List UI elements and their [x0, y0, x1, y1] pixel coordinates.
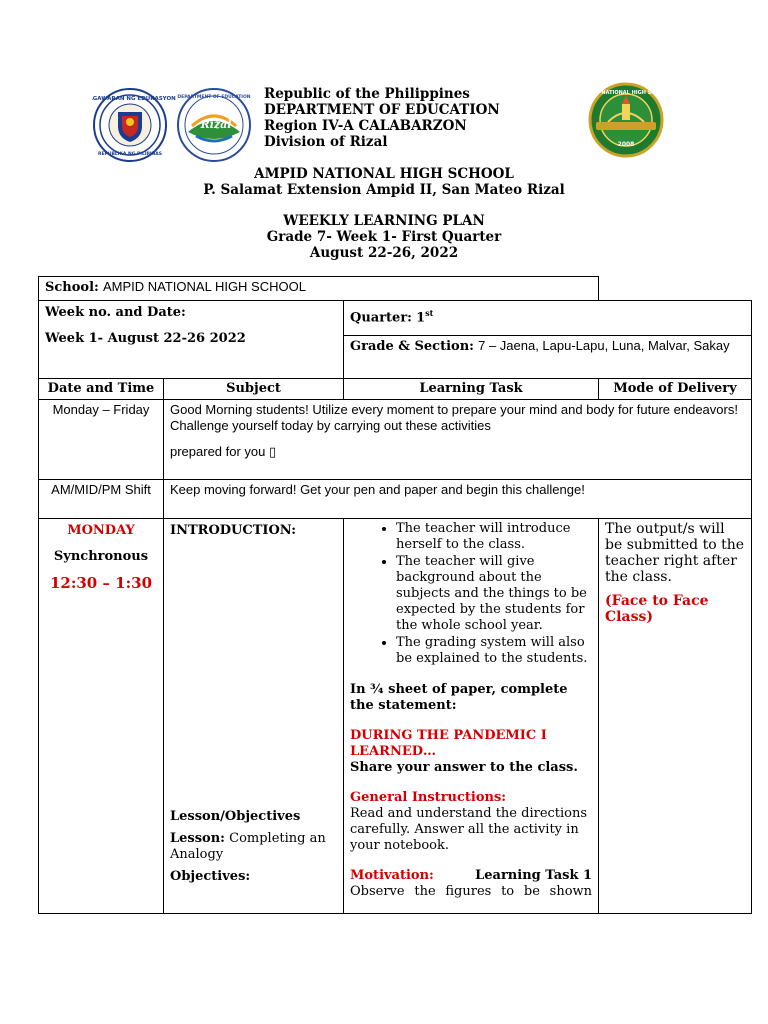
grade-label: Grade & Section:: [350, 339, 474, 354]
deped-seal-bottom-text: REPUBLIKA NG PILIPINAS: [97, 152, 163, 157]
introduction-label: INTRODUCTION:: [170, 523, 297, 538]
info-row-week: [39, 301, 752, 336]
greeting-row: [39, 400, 752, 480]
lesson-objectives-label: Lesson/Objectives: [170, 809, 301, 824]
school-seal-icon: [578, 82, 674, 158]
col-mode-of-delivery: Mode of Delivery: [599, 379, 752, 400]
lesson-value: Completing an Analogy: [170, 831, 326, 862]
division-line: Division of Rizal: [264, 134, 388, 150]
republic-line: Republic of the Philippines: [264, 86, 470, 102]
weekly-plan-table: [38, 276, 752, 914]
pandemic-prompt: DURING THE PANDEMIC I LEARNED…: [350, 728, 547, 759]
school-seal-text: AMPID NATIONAL HIGH SCHOOL: [581, 90, 671, 96]
quarter-cell: [344, 301, 752, 336]
plan-grade: Grade 7- Week 1- First Quarter: [266, 229, 502, 245]
monday-subject-cell: [164, 519, 344, 914]
motivation-line: [350, 868, 592, 884]
week-label: Week no. and Date:: [45, 305, 186, 320]
col-subject: Subject: [164, 379, 344, 400]
quarter-sup: st: [425, 308, 434, 318]
greeting-text-2: prepared for you ▯: [170, 444, 277, 459]
quarter-value: 1: [416, 310, 426, 326]
info-row-school: [39, 277, 752, 301]
general-instructions-label: General Instructions:: [350, 790, 507, 805]
synchronous-label: Synchronous: [53, 549, 149, 564]
school-seal-year: 2008: [617, 141, 635, 148]
greeting-text-cell: [164, 400, 752, 480]
instruction-text: In ¾ sheet of paper, complete the statement:: [350, 682, 568, 713]
rizal-seal: [174, 86, 254, 164]
agency-header: [264, 86, 500, 150]
share-text: Share your answer to the class.: [350, 760, 578, 775]
rizal-seal-word: Rizal: [200, 118, 232, 131]
task-item: • The teacher will introduce herself to the class.: [396, 521, 592, 553]
quarter-label: Quarter:: [350, 310, 412, 326]
motivation-label: Motivation:: [350, 868, 434, 883]
task-item: • The teacher will give background about the subjects and the things to be expected by the students for the whole school year.: [396, 554, 592, 634]
grade-value: 7 – Jaena, Lapu-Lapu, Luna, Malvar, Sakay: [478, 338, 730, 353]
school-name: AMPID NATIONAL HIGH SCHOOL: [254, 166, 514, 182]
col-learning-task: Learning Task: [344, 379, 599, 400]
region-line: Region IV-A CALABARZON: [264, 118, 467, 134]
plan-title-block: [0, 213, 768, 261]
task-item: • The grading system will also be explained to the students.: [396, 635, 592, 667]
shift-row: [39, 480, 752, 519]
monday-label: MONDAY: [67, 523, 135, 538]
time-label: 12:30 – 1:30: [49, 574, 153, 592]
monday-delivery-cell: [599, 519, 752, 914]
school-block: [0, 166, 768, 198]
motivation-text: Observe the figures to be shown: [350, 884, 593, 899]
monday-task-cell: [344, 519, 599, 914]
greeting-day: Monday – Friday: [39, 400, 164, 480]
monday-row: [39, 519, 752, 914]
placeholder-glyph-icon: ▯: [269, 444, 277, 459]
header-logo-right: [578, 82, 674, 158]
school-address: P. Salamat Extension Ampid II, San Mateo Rizal: [203, 182, 565, 198]
shift-label: AM/MID/PM Shift: [39, 480, 164, 519]
department-line: DEPARTMENT OF EDUCATION: [264, 102, 500, 118]
school-value: AMPID NATIONAL HIGH SCHOOL: [102, 279, 306, 294]
motivation-task: Learning Task 1: [475, 868, 593, 883]
grade-cell: [344, 336, 752, 379]
rizal-seal-text: DEPARTMENT OF EDUCATION: [177, 95, 251, 100]
plan-title: WEEKLY LEARNING PLAN: [283, 213, 485, 229]
school-cell: [39, 277, 599, 301]
column-header-row: [39, 379, 752, 400]
task-list: [350, 521, 592, 667]
week-cell: [39, 301, 344, 379]
delivery-text: The output/s will be submitted to the teacher right after the class.: [605, 521, 745, 585]
lesson-line: Lesson: Completing an Analogy: [170, 831, 326, 862]
deped-seal-text: KAGAWARAN NG EDUKASYON: [92, 96, 176, 102]
rizal-seal-icon: [174, 86, 254, 164]
general-instructions-text: Read and understand the directions carefully. Answer all the activity in your notebook.: [350, 806, 588, 853]
shift-text: Keep moving forward! Get your pen and paper and begin this challenge!: [164, 480, 752, 519]
week-value: Week 1- August 22-26 2022: [45, 331, 246, 346]
col-date-time: Date and Time: [39, 379, 164, 400]
objectives-label: Objectives:: [170, 869, 251, 884]
school-label: School:: [45, 280, 99, 295]
plan-dates: August 22-26, 2022: [309, 245, 459, 261]
greeting-text: Good Morning students! Utilize every moment to prepare your mind and body for future endeavors! Challenge yourself today by carrying out these activities: [170, 402, 738, 433]
delivery-mode: (Face to Face Class): [605, 593, 709, 625]
monday-day-cell: [39, 519, 164, 914]
